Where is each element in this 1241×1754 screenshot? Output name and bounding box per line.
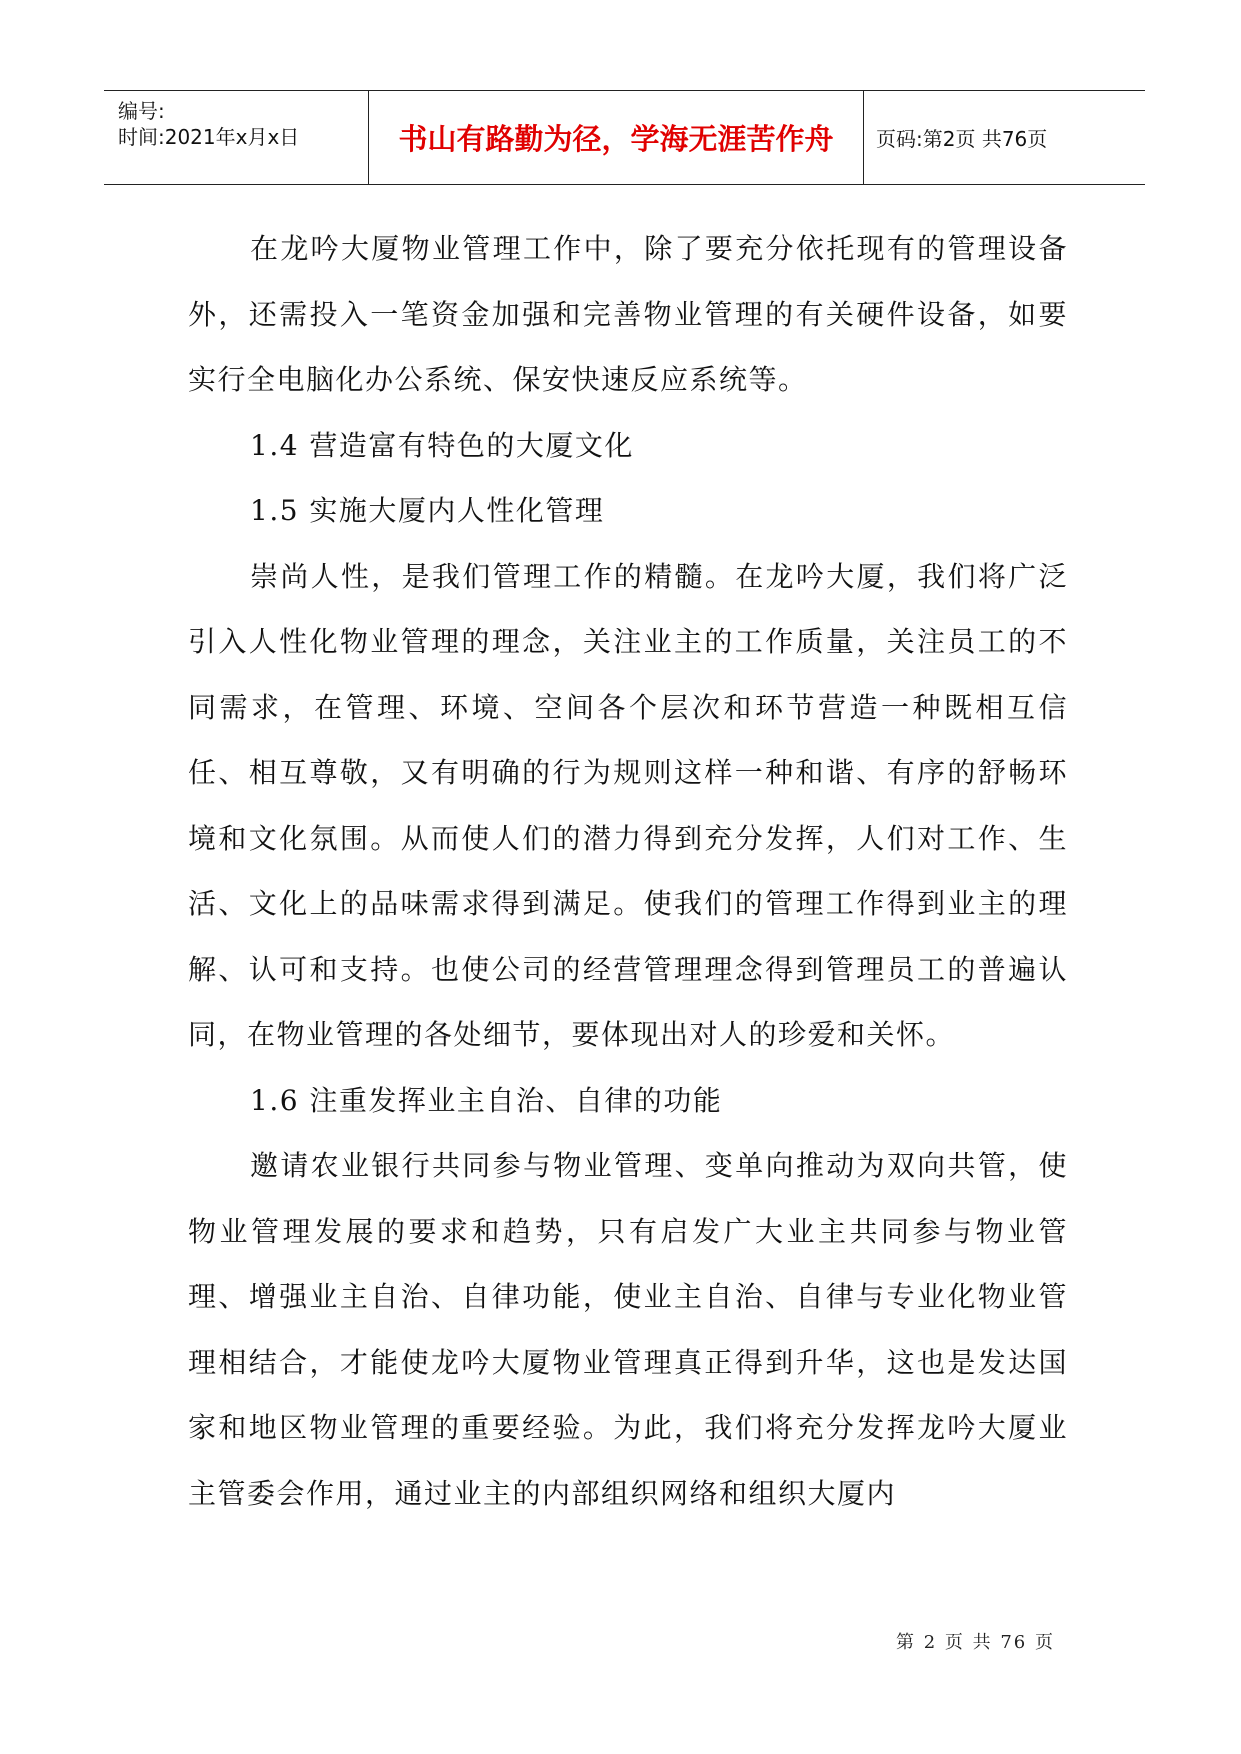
header-page-info: 页码:第2页 共76页 [876, 127, 1048, 151]
header-right-cell [862, 91, 1145, 184]
header-motto: 书山有路勤为径，学海无涯苦作舟 [398, 122, 834, 156]
paragraph: 邀请农业银行共同参与物业管理、变单向推动为双向共管，使物业管理发展的要求和趋势，只有启发广大业主共同参与物业管理、增强业主自治、自律功能，使业主自治、自律与专业化物业管理相结合，才能使龙吟大厦物业管理真正得到升华，这也是发达国家和地区物业管理的重要经验。为此，我们将充分发挥龙吟大厦业主管委会作用，通过业主的内部组织网络和组织大厦内 [188, 1149, 1068, 1510]
paragraph: 崇尚人性，是我们管理工作的精髓。在龙吟大厦，我们将广泛引入人性化物业管理的理念，关注业主的工作质量，关注员工的不同需求，在管理、环境、空间各个层次和环节营造一种既相互信任、相互尊敬，又有明确的行为规则这样一种和谐、有序的舒畅环境和文化氛围。从而使人们的潜力得到充分发挥，人们对工作、生活、文化上的品味需求得到满足。使我们的管理工作得到业主的理解、认可和支持。也使公司的经营管理理念得到管理员工的普遍认同，在物业管理的各处细节，要体现出对人的珍爱和关怀。 [188, 559, 1068, 1051]
section-heading: 1.5 实施大厦内人性化管理 [250, 494, 605, 527]
page-header [104, 90, 1145, 185]
document-body [188, 216, 1068, 1526]
document-time-label: 时间:2021年x月x日 [118, 125, 300, 149]
header-middle-cell [368, 91, 864, 184]
document-number-label: 编号: [118, 99, 165, 123]
section-heading: 1.4 营造富有特色的大厦文化 [250, 428, 634, 462]
page-footer: 第 2 页 共 76 页 [896, 1632, 1055, 1653]
section-heading: 1.6 注重发挥业主自治、自律的功能 [250, 1083, 723, 1117]
paragraph: 在龙吟大厦物业管理工作中，除了要充分依托现有的管理设备外，还需投入一笔资金加强和完善物业管理的有关硬件设备，如要实行全电脑化办公系统、保安快速反应系统等。 [188, 232, 1068, 396]
header-left-cell [104, 91, 368, 184]
